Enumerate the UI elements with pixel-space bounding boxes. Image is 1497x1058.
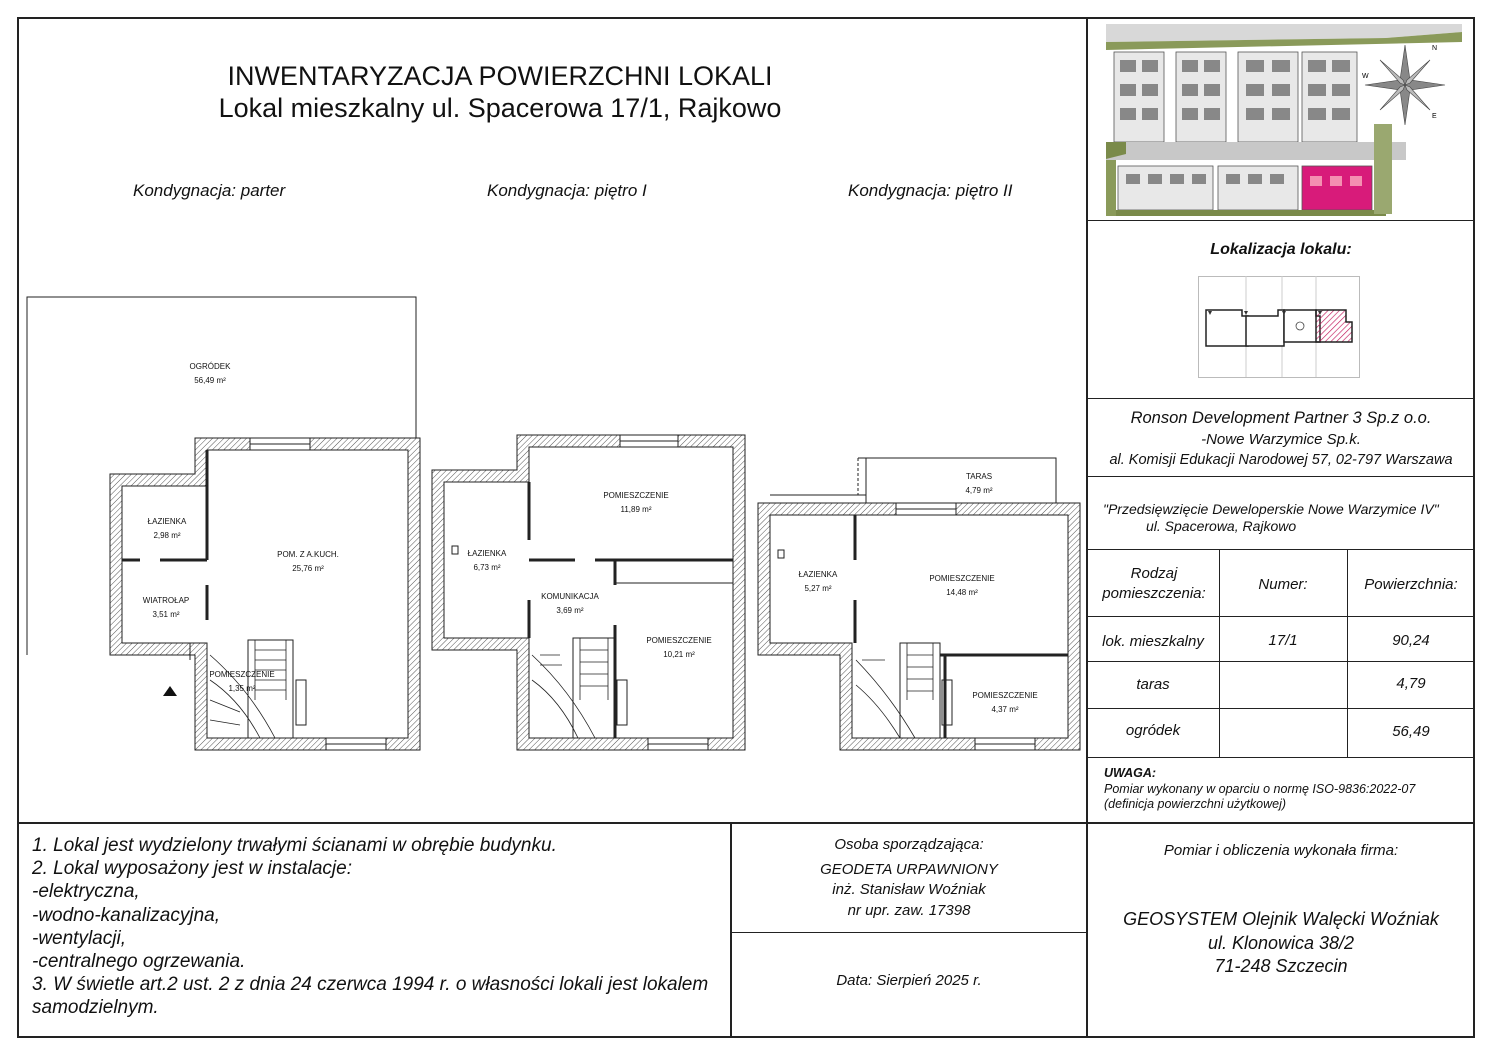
table-cell: taras xyxy=(1136,676,1170,693)
uwaga-line-2: (definicja powierzchni użytkowej) xyxy=(1104,797,1287,811)
footer-author-divider xyxy=(730,932,1087,933)
sidebar-line xyxy=(1087,708,1475,709)
floor-label-parter: Kondygnacja: parter xyxy=(133,181,286,200)
compass-label-w: W xyxy=(1362,73,1369,80)
note-line: -wodno-kanalizacyjna, xyxy=(32,904,220,926)
company-block xyxy=(1087,908,1475,979)
room-label: KOMUNIKACJA 3,69 m² xyxy=(541,592,599,615)
sidebar-line xyxy=(1087,757,1475,758)
uwaga-line-1: Pomiar wykonany w oparciu o normę ISO-9836:2022-07 xyxy=(1104,781,1416,796)
author-line-3: nr upr. zaw. 17398 xyxy=(847,901,971,919)
project-line-1: "Przedsięwzięcie Deweloperskie Nowe Warzymice IV" xyxy=(1103,501,1439,517)
table-header-area: Powierzchnia: xyxy=(1364,576,1458,593)
author-line-2: inż. Stanisław Woźniak xyxy=(832,881,986,898)
table-cell: ogródek xyxy=(1125,722,1181,739)
sidebar-line xyxy=(1087,220,1475,221)
floor-label-pietro1: Kondygnacja: piętro I xyxy=(487,181,647,200)
compass-label-n: N xyxy=(1432,45,1438,52)
room-label: POMIESZCZENIE 11,89 m² xyxy=(603,491,669,514)
title-line-2: Lokal mieszkalny ul. Spacerowa 17/1, Rajkowo xyxy=(218,93,782,123)
room-label: ŁAZIENKA 5,27 m² xyxy=(798,570,838,593)
lokalizacja-label: Lokalizacja lokalu: xyxy=(1210,241,1352,258)
compass-rose-icon xyxy=(1360,40,1450,130)
table-cell: 56,49 xyxy=(1392,723,1430,740)
note-line: samodzielnym. xyxy=(32,997,159,1019)
sidebar-line xyxy=(1087,476,1475,477)
table-header-number: Numer: xyxy=(1258,576,1308,593)
room-label: POMIESZCZENIE 10,21 m² xyxy=(646,636,712,659)
author-block xyxy=(731,835,1087,921)
table-cell: 17/1 xyxy=(1268,632,1298,649)
uwaga-note xyxy=(1104,766,1415,813)
project-info xyxy=(1103,501,1439,535)
developer-line-2: -Nowe Warzymice Sp.k. xyxy=(1201,431,1361,448)
footer-notes xyxy=(32,834,730,1020)
table-header-type: Rodzaj pomieszczenia: xyxy=(1102,565,1206,602)
room-label: POM. Z A.KUCH. 25,76 m² xyxy=(277,550,339,573)
developer-line-3: al. Komisji Edukacji Narodowej 57, 02-797 Warszawa xyxy=(1109,452,1453,468)
room-label: POMIESZCZENIE 1,35 m² xyxy=(209,670,275,693)
note-line: -elektryczna, xyxy=(32,881,140,903)
footer-divider xyxy=(17,822,1475,824)
project-line-2: ul. Spacerowa, Rajkowo xyxy=(1146,518,1297,534)
room-label: TARAS 4,79 m² xyxy=(965,472,993,495)
location-key-plan xyxy=(1198,276,1360,378)
title-line-1: INWENTARYZACJA POWIERZCHNI LOKALI xyxy=(227,61,773,91)
sidebar-line xyxy=(1087,616,1475,617)
author-label: Osoba sporządzająca: xyxy=(834,836,984,853)
table-cell: 4,79 xyxy=(1396,675,1426,692)
company-line-1: GEOSYSTEM Olejnik Walęcki Woźniak xyxy=(1123,909,1439,929)
room-label: ŁAZIENKA 6,73 m² xyxy=(467,549,507,572)
uwaga-label: UWAGA: xyxy=(1104,766,1157,780)
floor-label-pietro2: Kondygnacja: piętro II xyxy=(848,181,1013,200)
company-label: Pomiar i obliczenia wykonała firma: xyxy=(1163,842,1399,859)
author-line-1: GEODETA URPAWNIONY xyxy=(820,860,998,878)
company-line-2: ul. Klonowica 38/2 xyxy=(1207,932,1355,953)
table-cell: lok. mieszkalny xyxy=(1102,633,1204,650)
developer-info xyxy=(1087,408,1475,471)
compass-label-e: E xyxy=(1432,113,1437,120)
sidebar-line xyxy=(1087,549,1475,550)
company-line-3: 71-248 Szczecin xyxy=(1214,956,1348,976)
note-line: 2. Lokal wyposażony jest w instalacje: xyxy=(32,858,352,880)
room-label: POMIESZCZENIE 4,37 m² xyxy=(972,691,1038,714)
note-line: 1. Lokal jest wydzielony trwałymi ścianami w obrębie budynku. xyxy=(32,835,557,856)
sidebar-line xyxy=(1087,661,1475,662)
room-label: POMIESZCZENIE 14,48 m² xyxy=(929,574,995,597)
room-label: WIATROŁAP 3,51 m² xyxy=(142,596,190,619)
note-line: -wentylacji, xyxy=(32,927,126,949)
room-label: ŁAZIENKA 2,98 m² xyxy=(147,517,187,540)
sidebar-line xyxy=(1087,398,1475,399)
room-label: OGRÓDEK 56,49 m² xyxy=(189,362,231,385)
document-date: Data: Sierpień 2025 r. xyxy=(836,972,982,989)
table-cell: 90,24 xyxy=(1392,632,1430,649)
developer-line-1: Ronson Development Partner 3 Sp.z o.o. xyxy=(1130,409,1432,427)
note-line: -centralnego ogrzewania. xyxy=(32,951,246,973)
note-line: 3. W świetle art.2 ust. 2 z dnia 24 czerwca 1994 r. o własności lokali jest lokalem xyxy=(32,974,709,996)
